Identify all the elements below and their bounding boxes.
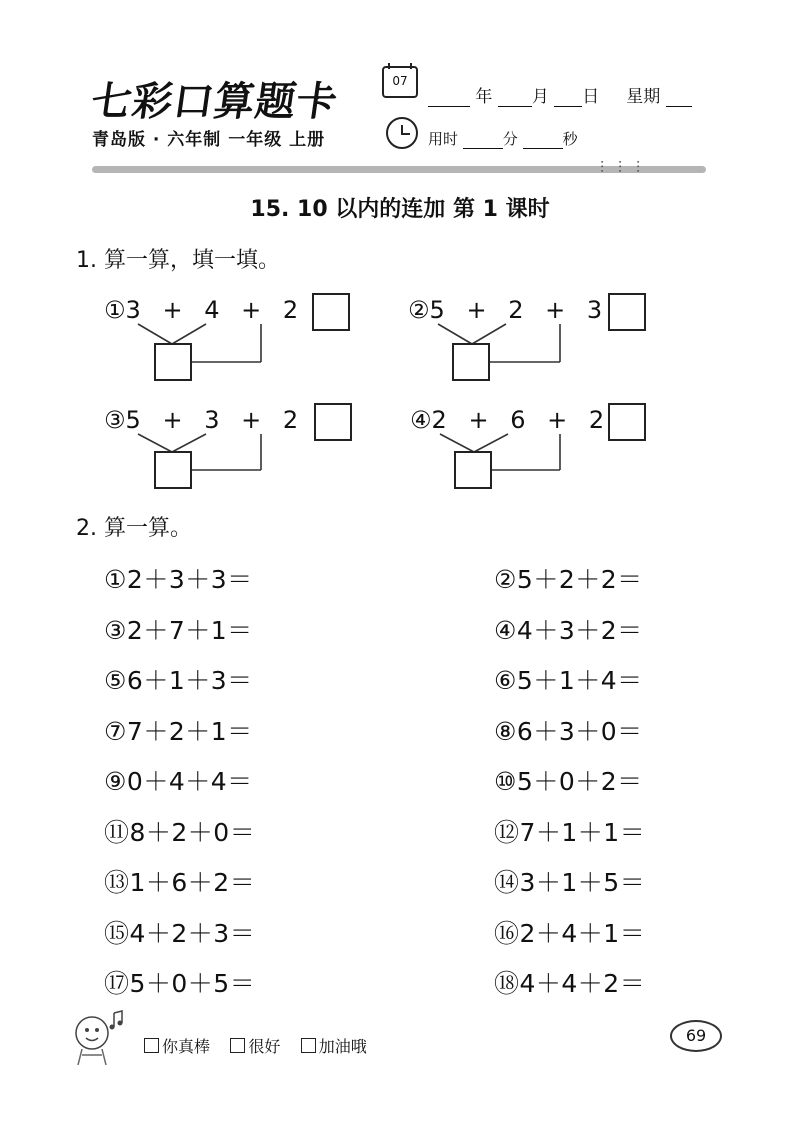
calc-item[interactable]: ⑨0＋4＋4＝ bbox=[104, 767, 253, 796]
section2-title: 2. 算一算。 bbox=[76, 516, 192, 541]
minutes-label: 分 bbox=[502, 130, 518, 148]
calc-item[interactable]: ④4＋3＋2＝ bbox=[494, 616, 643, 645]
calc-item[interactable]: ⑪8＋2＋0＝ bbox=[104, 818, 256, 847]
plus-sign: + bbox=[468, 406, 489, 434]
calc-item[interactable]: ③2＋7＋1＝ bbox=[104, 616, 253, 645]
time-used-label: 用时 bbox=[428, 130, 459, 148]
operand-c: 3 bbox=[586, 296, 603, 324]
operand-a: 3 bbox=[125, 296, 141, 324]
calc-item[interactable]: ⑥5＋1＋4＝ bbox=[494, 666, 643, 695]
problem-3 bbox=[104, 406, 340, 434]
calc-item[interactable]: ⑤6＋1＋3＝ bbox=[104, 666, 253, 695]
praise-label: 你真棒 bbox=[162, 1037, 211, 1056]
year-label: 年 bbox=[475, 87, 493, 107]
praise-good[interactable] bbox=[230, 1037, 280, 1056]
plus-sign: + bbox=[545, 296, 566, 324]
plus-sign: + bbox=[241, 406, 262, 434]
operand-b: 2 bbox=[508, 296, 524, 324]
praise-keep-going[interactable] bbox=[301, 1037, 367, 1056]
calendar-day: 07 bbox=[392, 74, 408, 88]
calc-item[interactable]: ⑬1＋6＋2＝ bbox=[104, 868, 256, 897]
operand-c: 2 bbox=[588, 406, 605, 434]
checkbox[interactable] bbox=[144, 1038, 159, 1053]
day-blank[interactable] bbox=[554, 88, 582, 107]
partial-sum-box[interactable] bbox=[154, 451, 192, 489]
operand-a: 5 bbox=[429, 296, 445, 324]
partial-sum-box[interactable] bbox=[454, 451, 492, 489]
praise-label: 加油哦 bbox=[318, 1037, 367, 1056]
calc-item[interactable]: ⑯2＋4＋1＝ bbox=[494, 919, 646, 948]
problem-number: ④ bbox=[410, 406, 432, 434]
calc-item[interactable]: ⑦7＋2＋1＝ bbox=[104, 717, 253, 746]
day-label: 日 bbox=[582, 87, 600, 107]
clock-icon bbox=[386, 117, 418, 149]
answer-box[interactable] bbox=[314, 403, 352, 441]
calc-item[interactable]: ⑫7＋1＋1＝ bbox=[494, 818, 646, 847]
plus-sign: + bbox=[241, 296, 262, 324]
praise-label: 很好 bbox=[248, 1037, 281, 1056]
operand-b: 4 bbox=[204, 296, 220, 324]
operand-b: 6 bbox=[510, 406, 526, 434]
operand-b: 3 bbox=[204, 406, 220, 434]
connector-lines bbox=[130, 322, 280, 392]
answer-box[interactable] bbox=[608, 403, 646, 441]
weekday-blank[interactable] bbox=[666, 88, 692, 107]
plus-sign: + bbox=[466, 296, 487, 324]
binder-pins-icon: ⫶⫶⫶ bbox=[600, 158, 655, 177]
answer-box[interactable] bbox=[608, 293, 646, 331]
operand-a: 5 bbox=[125, 406, 141, 434]
plus-sign: + bbox=[547, 406, 568, 434]
date-fields bbox=[428, 82, 692, 107]
edition-label: 青岛版 · 六年制 一年级 上册 bbox=[92, 130, 326, 150]
problem-number: ① bbox=[104, 296, 126, 324]
calendar-icon bbox=[382, 66, 418, 98]
plus-sign: + bbox=[162, 406, 183, 434]
operand-c: 2 bbox=[282, 406, 299, 434]
operand-c: 2 bbox=[282, 296, 299, 324]
answer-box[interactable] bbox=[312, 293, 350, 331]
month-blank[interactable] bbox=[498, 88, 532, 107]
section1-title: 1. 算一算，填一填。 bbox=[76, 248, 280, 273]
lesson-title: 15. 10 以内的连加 第 1 课时 bbox=[250, 197, 550, 222]
calc-item[interactable]: ⑭3＋1＋5＝ bbox=[494, 868, 646, 897]
calc-item[interactable]: ⑮4＋2＋3＝ bbox=[104, 919, 256, 948]
calc-item[interactable]: ⑱4＋4＋2＝ bbox=[494, 969, 646, 998]
checkbox[interactable] bbox=[301, 1038, 316, 1053]
page-number: 69 bbox=[670, 1020, 722, 1052]
calc-item[interactable]: ⑧6＋3＋0＝ bbox=[494, 717, 643, 746]
time-fields bbox=[428, 128, 578, 149]
problem-1 bbox=[104, 296, 340, 324]
partial-sum-box[interactable] bbox=[452, 343, 490, 381]
checkbox[interactable] bbox=[230, 1038, 245, 1053]
seconds-label: 秒 bbox=[562, 130, 578, 148]
calc-item[interactable]: ⑩5＋0＋2＝ bbox=[494, 767, 643, 796]
praise-great[interactable] bbox=[144, 1037, 210, 1056]
connector-lines bbox=[130, 432, 280, 502]
month-label: 月 bbox=[531, 87, 549, 107]
calc-item[interactable]: ⑰5＋0＋5＝ bbox=[104, 969, 256, 998]
year-blank[interactable] bbox=[428, 88, 470, 107]
operand-a: 2 bbox=[431, 406, 447, 434]
plus-sign: + bbox=[162, 296, 183, 324]
weekday-label: 星期 bbox=[626, 87, 661, 107]
praise-options bbox=[144, 1034, 367, 1057]
seconds-blank[interactable] bbox=[523, 130, 563, 149]
partial-sum-box[interactable] bbox=[154, 343, 192, 381]
mascot-icon bbox=[68, 1005, 128, 1069]
problem-number: ② bbox=[408, 296, 430, 324]
calc-item[interactable]: ②5＋2＋2＝ bbox=[494, 565, 643, 594]
calc-item[interactable]: ①2＋3＋3＝ bbox=[104, 565, 253, 594]
problem-number: ③ bbox=[104, 406, 126, 434]
brand-title: 七彩口算题卡 bbox=[88, 78, 341, 125]
minutes-blank[interactable] bbox=[463, 130, 503, 149]
